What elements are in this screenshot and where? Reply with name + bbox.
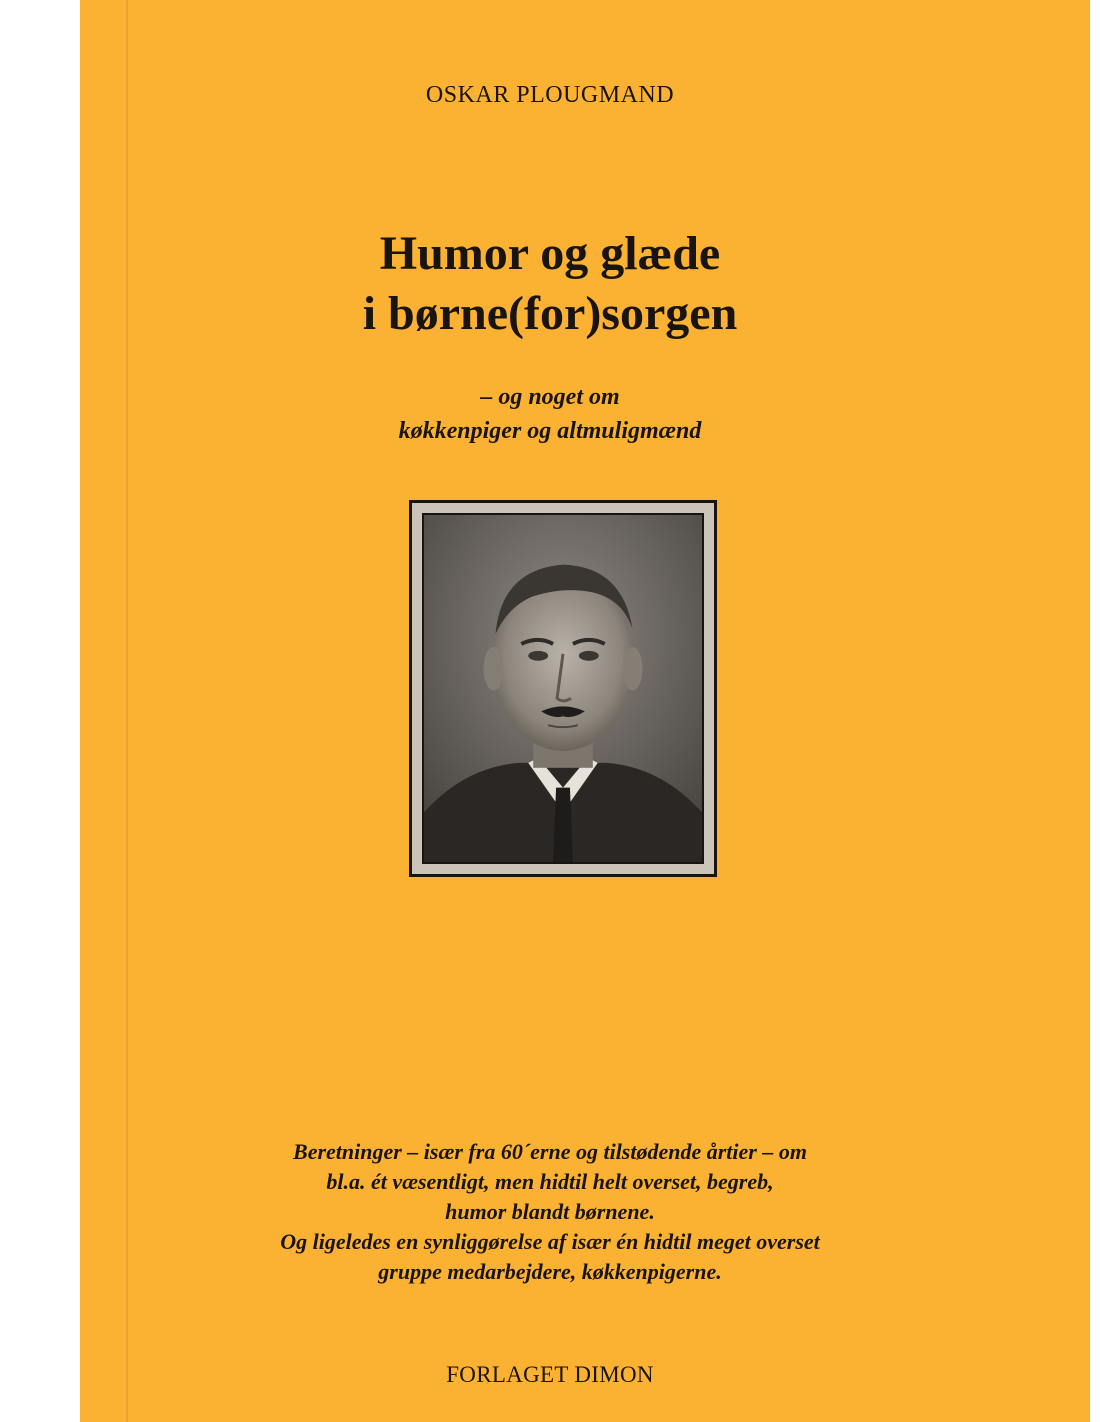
book-title xyxy=(0,224,1100,344)
blurb-line: Beretninger – især fra 60´erne og tilstødende årtier – om xyxy=(293,1139,807,1164)
blurb-line: bl.a. ét væsentligt, men hidtil helt overset, begreb, xyxy=(326,1169,774,1194)
author-portrait xyxy=(422,513,704,864)
portrait-photo xyxy=(424,515,702,862)
author-name: OSKAR PLOUGMAND xyxy=(425,82,675,108)
back-blurb xyxy=(0,1137,1100,1287)
title-line-2: i børne(for)sorgen xyxy=(362,287,738,340)
blurb-line: humor blandt børnene. xyxy=(445,1199,655,1224)
author-portrait-frame xyxy=(409,500,717,877)
book-subtitle xyxy=(0,380,1100,448)
subtitle-line-1: – og noget om xyxy=(480,384,620,410)
subtitle-line-2: køkkenpiger og altmuligmænd xyxy=(398,418,702,444)
blurb-line: Og ligeledes en synliggørelse af især én hidtil meget overset xyxy=(280,1229,820,1254)
title-line-1: Humor og glæde xyxy=(379,227,721,280)
blurb-line: gruppe medarbejdere, køkkenpigerne. xyxy=(378,1259,722,1284)
publisher-name: FORLAGET DIMON xyxy=(446,1362,654,1387)
